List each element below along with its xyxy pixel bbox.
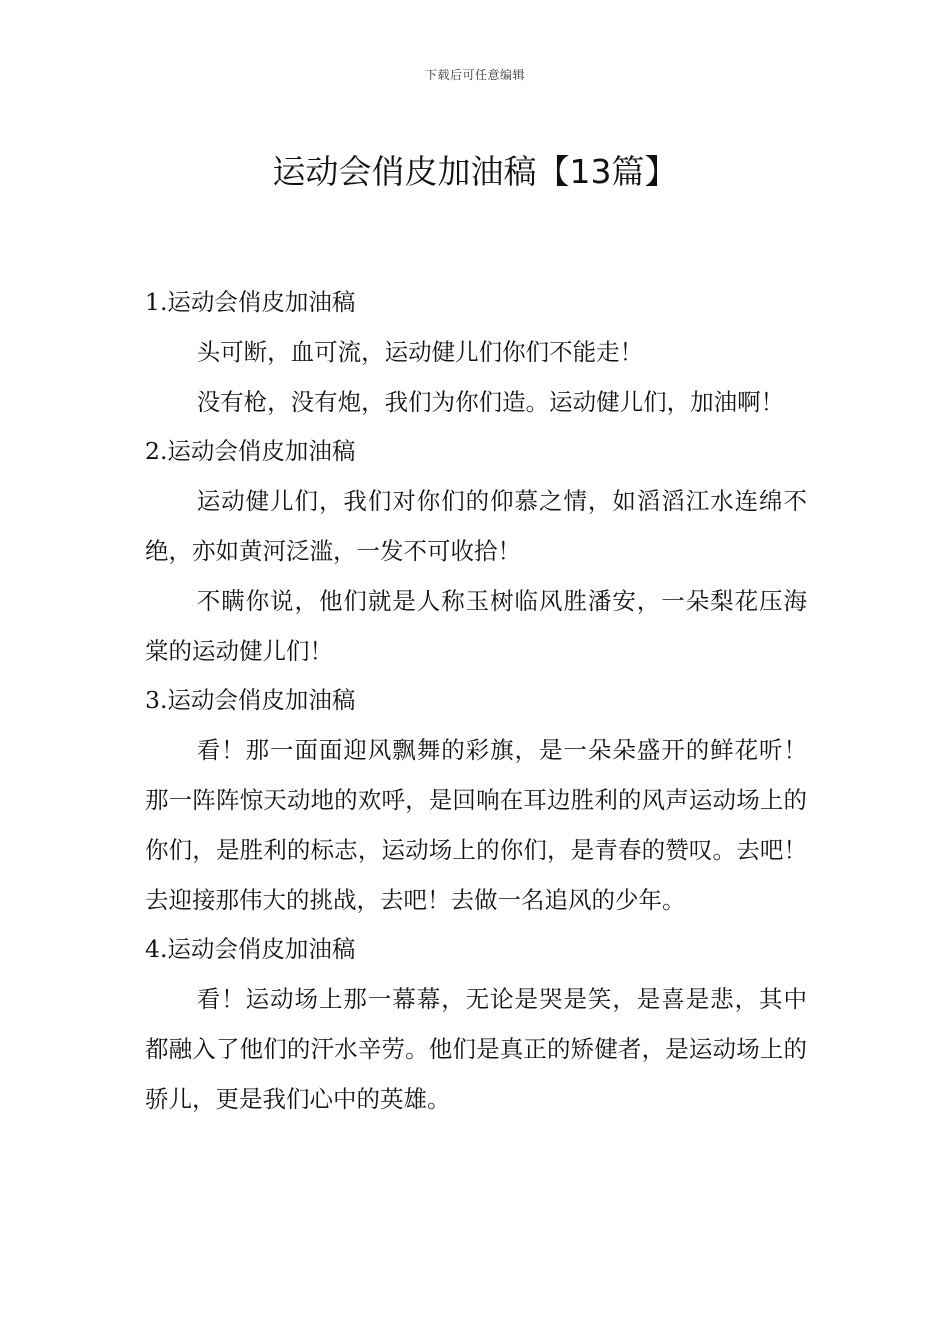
- document-title: 运动会俏皮加油稿【13篇】: [272, 152, 678, 192]
- section-2-paragraph-1: 运动健儿们，我们对你们的仰慕之情，如滔滔江水连绵不绝，亦如黄河泛滥，一发不可收拾！: [145, 487, 807, 565]
- section-heading-2: 2.运动会俏皮加油稿: [145, 437, 356, 466]
- header-note: 下载后可任意编辑: [424, 68, 525, 82]
- section-1-paragraph-2: 没有枪，没有炮，我们为你们造。运动健儿们，加油啊！: [196, 387, 785, 416]
- section-heading-3: 3.运动会俏皮加油稿: [145, 686, 356, 715]
- section-heading-4: 4.运动会俏皮加油稿: [145, 935, 356, 964]
- document-body: [145, 278, 807, 1125]
- section-heading-1: 1.运动会俏皮加油稿: [145, 288, 356, 316]
- section-2-paragraph-2: 不瞒你说，他们就是人称玉树临风胜潘安，一朵梨花压海棠的运动健儿们！: [145, 586, 807, 665]
- section-4-paragraph-1: 看！运动场上那一幕幕，无论是哭是笑，是喜是悲，其中都融入了他们的汗水辛劳。他们是真正的矫健者，是运动场上的骄儿，更是我们心中的英雄。: [145, 985, 807, 1113]
- section-3-paragraph-1: 看！那一面面迎风飘舞的彩旗，是一朵朵盛开的鲜花听！那一阵阵惊天动地的欢呼，是回响在耳边胜利的风声运动场上的你们，是胜利的标志，运动场上的你们，是青春的赞叹。去吧！去迎接那伟大的挑战，去吧！去做一名追风的少年。: [145, 736, 807, 914]
- section-1-paragraph-1: 头可断，血可流，运动健儿们你们不能走！: [196, 337, 644, 366]
